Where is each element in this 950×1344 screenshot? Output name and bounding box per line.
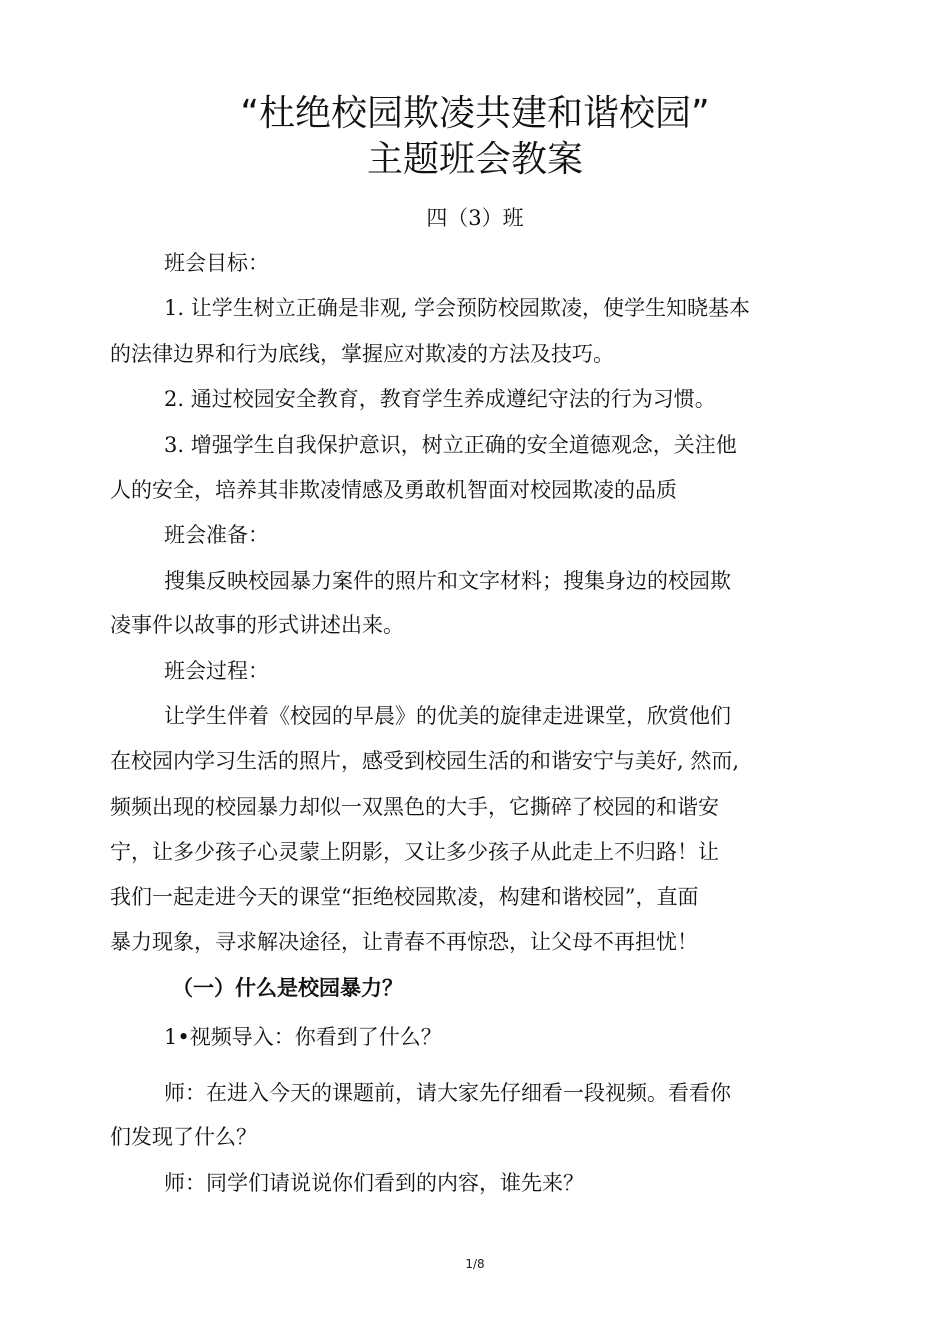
paragraph-line: 2. 通过校园安全教育，教育学生养成遵纪守法的行为习惯。: [164, 387, 716, 411]
paragraph-line: 我们一起走进今天的课堂“拒绝校园欺凌，构建和谐校园”，直面: [110, 885, 699, 909]
class-name: 四（3）班: [426, 206, 524, 230]
page-number: 1/8: [465, 1257, 485, 1271]
section-heading-preparation: 班会准备：: [164, 523, 269, 547]
paragraph-line: 1. 让学生树立正确是非观, 学会预防校园欺凌，使学生知晓基本: [164, 296, 751, 320]
section-heading-what-is-violence: （一）什么是校园暴力？: [172, 976, 403, 1000]
paragraph-line: 的法律边界和行为底线，掌握应对欺凌的方法及技巧。: [110, 342, 614, 366]
paragraph-line: 让学生伴着《校园的早晨》的优美的旋律走进课堂，欣赏他们: [164, 704, 731, 728]
paragraph-line: 师：在进入今天的课题前，请大家先仔细看一段视频。看看你: [164, 1081, 731, 1105]
document-title-line2: 主题班会教案: [366, 139, 583, 180]
paragraph-line: 师：同学们请说说你们看到的内容，谁先来？: [164, 1171, 584, 1195]
section-heading-goals: 班会目标：: [164, 251, 269, 275]
paragraph-line: 搜集反映校园暴力案件的照片和文字材料；搜集身边的校园欺: [164, 569, 731, 593]
paragraph-line: 凌事件以故事的形式讲述出来。: [110, 613, 404, 637]
paragraph-line: 暴力现象，寻求解决途径，让青春不再惊恐，让父母不再担忧！: [110, 930, 698, 954]
paragraph-line: 们发现了什么？: [110, 1125, 257, 1149]
document-title-line1: “杜绝校园欺凌共建和谐校园”: [240, 93, 710, 134]
section-heading-process: 班会过程：: [164, 659, 269, 683]
paragraph-line: 宁，让多少孩子心灵蒙上阴影，又让多少孩子从此走上不归路！让: [110, 840, 719, 864]
paragraph-line: 频频出现的校园暴力却似一双黑色的大手，它撕碎了校园的和谐安: [110, 795, 719, 819]
paragraph-line: 在校园内学习生活的照片，感受到校园生活的和谐安宁与美好, 然而,: [110, 749, 740, 773]
paragraph-line: 人的安全，培养其非欺凌情感及勇敢机智面对校园欺凌的品质: [110, 478, 677, 502]
paragraph-line: 3. 增强学生自我保护意识，树立正确的安全道德观念，关注他: [164, 433, 737, 457]
subheading-video-intro: 1•视频导入：你看到了什么？: [164, 1025, 442, 1049]
